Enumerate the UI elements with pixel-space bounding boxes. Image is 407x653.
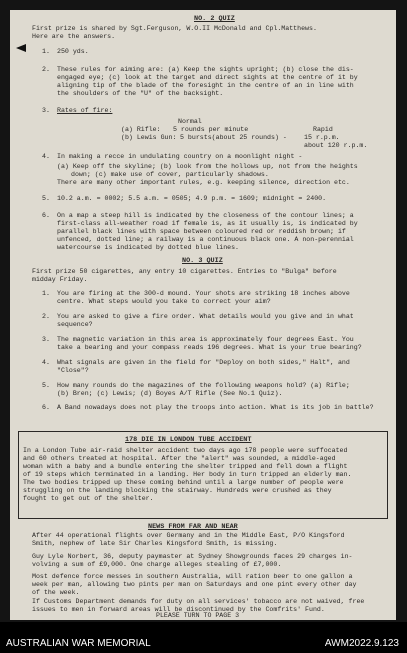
- text-line: 250 yds.: [57, 48, 89, 55]
- item-number: 2.: [42, 66, 50, 73]
- text-line: Most defence force messes in southern Australia, will ration beer to one gallon a: [32, 573, 353, 580]
- archive-reference: AWM2022.9.123: [324, 638, 399, 649]
- text-line: centre. What steps would you take to correct your aim?: [57, 298, 271, 305]
- text-line: "Close"?: [57, 367, 89, 374]
- item-number: 1.: [42, 48, 50, 55]
- text-line: sequence?: [57, 321, 93, 328]
- text-line: There are many other important rules, e.g. keeping silence, direction etc.: [57, 179, 350, 186]
- item-number: 6.: [42, 212, 50, 219]
- text-line: Rates of fire:: [57, 107, 113, 114]
- text-line: The magnetic variation in this area is approximately four degrees East. You: [57, 336, 354, 343]
- text-line: Guy Lyle Norbert, 36, deputy paymaster at Sydney Showgrounds faces 29 charges in-: [32, 553, 353, 560]
- text-line: watercourse is indicated by dotted blue lines.: [57, 244, 240, 251]
- item-number: 6.: [42, 404, 50, 411]
- text-line: aligning tip of the blade of the foresight in the centre of an in line with: [57, 82, 354, 89]
- item-number: 4.: [42, 359, 50, 366]
- text-line: midday Friday.: [32, 276, 88, 283]
- text-line: of 19 steps which terminated in a landing. Her body in turn tripped an elderly man.: [23, 471, 352, 478]
- item-number: 3.: [42, 336, 50, 343]
- text-line: The two bodies tripped up these coming behind until a large number of people were: [23, 479, 344, 486]
- text-line: A Band nowadays does not play the troops into action. What is its job in battle?: [57, 404, 374, 411]
- text-line: These rules for aiming are: (a) Keep the sights upright; (b) close the dis-: [57, 66, 354, 73]
- item-number: 1.: [42, 290, 50, 297]
- text-line: In making a recce in undulating country on a moonlight night -: [57, 153, 303, 160]
- quiz-3-heading: NO. 3 QUIZ: [182, 257, 223, 265]
- tube-accident-heading: 178 DIE IN LONDON TUBE ACCIDENT: [125, 436, 252, 444]
- item-number: 3.: [42, 107, 50, 114]
- item-number: 4.: [42, 153, 50, 160]
- text-line: If Customs Department demands for duty on all services' tobacco are not waived, free: [32, 598, 365, 605]
- text-line: struggling on the landing blocking the stairway. Hundreds were crushed as they: [23, 487, 332, 494]
- document-page: [10, 10, 396, 620]
- text-line: parallel black lines with space between coloured red or reddish brown; if: [57, 228, 346, 235]
- archive-footer: [0, 622, 407, 653]
- text-line: unfenced, dotted line; a railway is a continuous black one. A non-perennial: [57, 236, 354, 243]
- text-line: down; (c) make use of cover, particularly shadows.: [71, 171, 269, 178]
- quiz-2-heading: NO. 2 QUIZ: [194, 15, 235, 23]
- item-number: 5.: [42, 195, 50, 202]
- text-line: Smith, nephew of late Sir Charles Kingsford Smith, is missing.: [32, 540, 278, 547]
- text-line: first-class all-weather road if female is, as it usually is, is indicated by: [57, 220, 358, 227]
- text-line: You are firing at the 300-d mound. Your shots are striking 18 inches above: [57, 290, 350, 297]
- text-line: the shoulders of the "U" of the backsight.: [57, 90, 224, 97]
- text-line: First prize 50 cigarettes, any entry 10 cigarettes. Entries to "Bulga" before: [32, 268, 337, 275]
- text-line: (b) Bren; (c) Lewis; (d) Boyes A/T Rifle (See No.1 Quiz).: [57, 390, 283, 397]
- rates-rifle-label: (a) Rifle:: [121, 126, 161, 133]
- text-line: volving a sum of £9,000. One charge alleges stealing of £7,000.: [32, 561, 282, 568]
- text-line: 10.2 a.m. = 0002; 5.5 a.m. = 0505; 4.9 p.m. = 1609; midnight = 2400.: [57, 195, 327, 202]
- arrow-left-icon: [16, 44, 26, 52]
- text-line: issues to men in forward areas will be discontinued by the Comfrits' Fund.: [32, 606, 325, 613]
- text-line: First prize is shared by Sgt.Ferguson, W.O.II McDonald and Cpl.Matthews.: [32, 25, 317, 32]
- rates-lewis-normal: 5 bursts(about 25 rounds) -: [180, 134, 287, 141]
- text-line: of the week.: [32, 589, 80, 596]
- tube-accident-box: [18, 431, 388, 519]
- text-line: fought to get out of the shelter.: [23, 495, 154, 502]
- text-line: How many rounds do the magazines of the following weapons hold? (a) Rifle;: [57, 382, 350, 389]
- text-line: take a bearing and your compass reads 196 degrees. What is your true bearing?: [57, 344, 362, 351]
- text-line: and 60 others treated at hospital. After the "alert" was sounded, a middle-aged: [23, 455, 336, 462]
- text-line: What signals are given in the field for "Deploy on both sides," Halt", and: [57, 359, 350, 366]
- text-line: engaged eye; (c) look at the target and direct sights at the centre of it by: [57, 74, 358, 81]
- item-number: 5.: [42, 382, 50, 389]
- rates-lewis-rapid: about 120 r.p.m.: [304, 142, 368, 149]
- text-line: You are asked to give a fire order. What details would you give and in what: [57, 313, 354, 320]
- rates-normal-header: Normal: [178, 118, 202, 125]
- rates-rapid-header: Rapid: [313, 126, 333, 133]
- rates-rifle-normal: 5 rounds per minute: [173, 126, 249, 133]
- text-line: woman with a baby and a bundle entering the shelter tripped and fell down a flight: [23, 463, 348, 470]
- text-line: (a) Keep off the skyline; (b) look from the hollows up, not from the heights: [57, 163, 358, 170]
- rates-lewis-label: (b) Lewis Gun:: [121, 134, 177, 141]
- text-line: After 44 operational flights over Germany and in the Middle East, P/O Kingsford: [32, 532, 345, 539]
- item-number: 2.: [42, 313, 50, 320]
- text-line: week per man, allowing two pints per man on Saturdays and one pint every other day: [32, 581, 357, 588]
- news-heading: NEWS FROM FAR AND NEAR: [148, 523, 238, 531]
- text-line: In a London Tube air-raid shelter accident two days ago 178 people were suffocated: [23, 447, 348, 454]
- rates-rifle-rapid: 15 r.p.m.: [304, 134, 340, 141]
- text-line: On a map a steep hill is indicated by the closeness of the contour lines; a: [57, 212, 354, 219]
- text-line: Here are the answers.: [32, 33, 116, 40]
- archive-name: AUSTRALIAN WAR MEMORIAL: [6, 638, 151, 649]
- page-turn-note: PLEASE TURN TO PAGE 3: [156, 612, 240, 619]
